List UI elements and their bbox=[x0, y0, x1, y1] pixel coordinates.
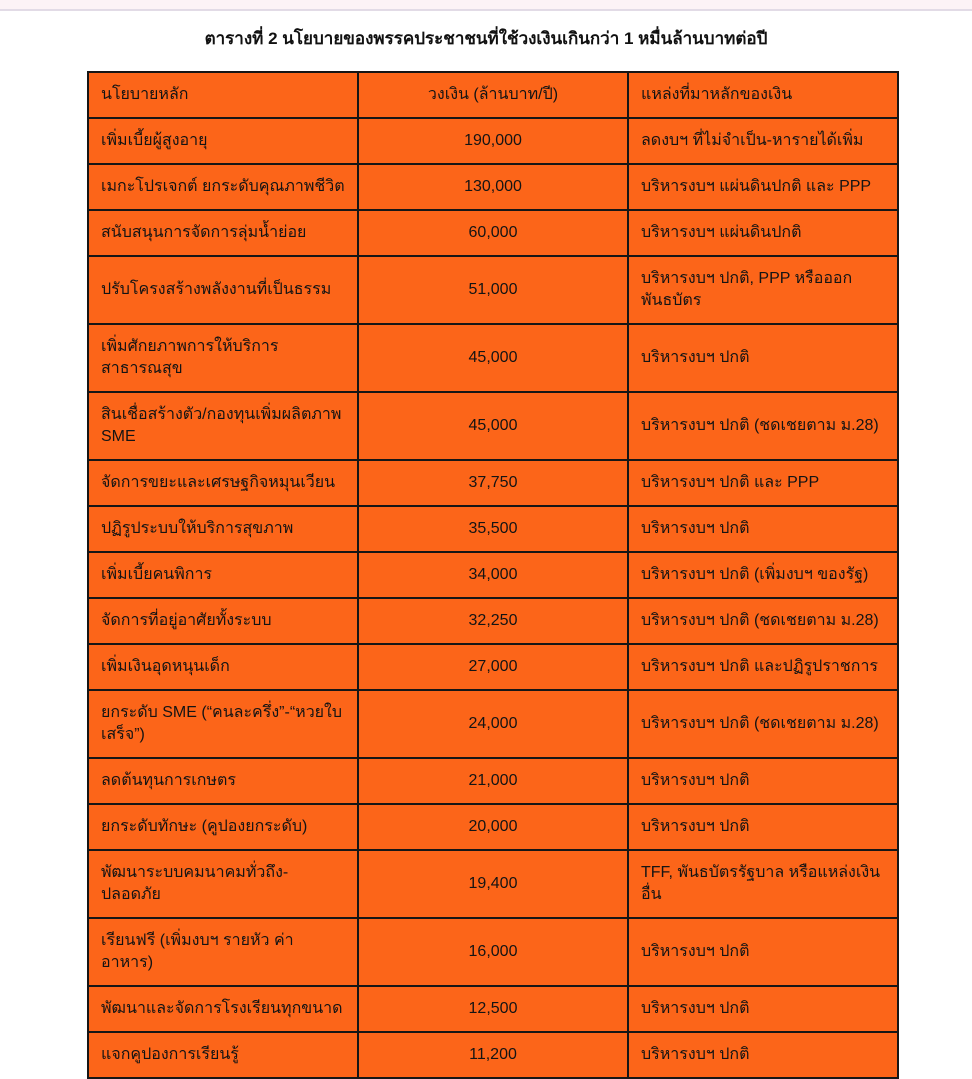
budget-cell: 27,000 bbox=[358, 644, 628, 690]
policy-cell: ยกระดับ SME (“คนละครึ่ง”-“หวยใบเสร็จ”) bbox=[88, 690, 358, 758]
policy-cell: จัดการที่อยู่อาศัยทั้งระบบ bbox=[88, 598, 358, 644]
table-row bbox=[88, 256, 898, 324]
policy-cell: เพิ่มเงินอุดหนุนเด็ก bbox=[88, 644, 358, 690]
table-row bbox=[88, 758, 898, 804]
source-cell: บริหารงบฯ แผ่นดินปกติ และ PPP bbox=[628, 164, 898, 210]
table-row bbox=[88, 850, 898, 918]
page-title: ตารางที่ 2 นโยบายของพรรคประชาชนที่ใช้วงเงินเกินกว่า 1 หมื่นล้านบาทต่อปี bbox=[204, 29, 768, 48]
table-row bbox=[88, 1032, 898, 1078]
budget-cell: 11,200 bbox=[358, 1032, 628, 1078]
policy-cell: ปฏิรูประบบให้บริการสุขภาพ bbox=[88, 506, 358, 552]
table-header bbox=[88, 72, 898, 118]
policy-cell: เรียนฟรี (เพิ่มงบฯ รายหัว ค่าอาหาร) bbox=[88, 918, 358, 986]
budget-cell: 35,500 bbox=[358, 506, 628, 552]
table-row bbox=[88, 164, 898, 210]
budget-cell: 32,250 bbox=[358, 598, 628, 644]
table-body bbox=[88, 118, 898, 1078]
source-cell: บริหารงบฯ ปกติ bbox=[628, 918, 898, 986]
policy-cell: จัดการขยะและเศรษฐกิจหมุนเวียน bbox=[88, 460, 358, 506]
budget-cell: 21,000 bbox=[358, 758, 628, 804]
source-cell: บริหารงบฯ ปกติ bbox=[628, 506, 898, 552]
policy-cell: เพิ่มเบี้ยผู้สูงอายุ bbox=[88, 118, 358, 164]
source-cell: บริหารงบฯ ปกติ bbox=[628, 758, 898, 804]
table-row bbox=[88, 118, 898, 164]
policy-cell: ยกระดับทักษะ (คูปองยกระดับ) bbox=[88, 804, 358, 850]
table-row bbox=[88, 804, 898, 850]
top-strip bbox=[0, 0, 972, 11]
table-row bbox=[88, 690, 898, 758]
budget-cell: 130,000 bbox=[358, 164, 628, 210]
budget-cell: 45,000 bbox=[358, 324, 628, 392]
table-row bbox=[88, 460, 898, 506]
table-row bbox=[88, 598, 898, 644]
policy-cell: พัฒนาและจัดการโรงเรียนทุกขนาด bbox=[88, 986, 358, 1032]
source-cell: บริหารงบฯ ปกติ (ชดเชยตาม ม.28) bbox=[628, 690, 898, 758]
policy-cell: เพิ่มศักยภาพการให้บริการสาธารณสุข bbox=[88, 324, 358, 392]
source-cell: บริหารงบฯ ปกติ bbox=[628, 1032, 898, 1078]
table-row bbox=[88, 506, 898, 552]
budget-cell: 12,500 bbox=[358, 986, 628, 1032]
source-cell: บริหารงบฯ ปกติ, PPP หรือออกพันธบัตร bbox=[628, 256, 898, 324]
source-cell: ลดงบฯ ที่ไม่จำเป็น-หารายได้เพิ่ม bbox=[628, 118, 898, 164]
table-row bbox=[88, 552, 898, 598]
budget-cell: 24,000 bbox=[358, 690, 628, 758]
column-header-budget: วงเงิน (ล้านบาท/ปี) bbox=[358, 72, 628, 118]
budget-cell: 16,000 bbox=[358, 918, 628, 986]
header-row bbox=[88, 72, 898, 118]
source-cell: บริหารงบฯ ปกติ bbox=[628, 804, 898, 850]
budget-cell: 190,000 bbox=[358, 118, 628, 164]
source-cell: บริหารงบฯ ปกติ และ PPP bbox=[628, 460, 898, 506]
column-header-source: แหล่งที่มาหลักของเงิน bbox=[628, 72, 898, 118]
policy-cell: สินเชื่อสร้างตัว/กองทุนเพิ่มผลิตภาพ SME bbox=[88, 392, 358, 460]
policy-table bbox=[87, 71, 899, 1079]
column-header-policy: นโยบายหลัก bbox=[88, 72, 358, 118]
budget-cell: 37,750 bbox=[358, 460, 628, 506]
source-cell: บริหารงบฯ ปกติ bbox=[628, 324, 898, 392]
policy-cell: สนับสนุนการจัดการลุ่มน้ำย่อย bbox=[88, 210, 358, 256]
source-cell: บริหารงบฯ ปกติ และปฏิรูปราชการ bbox=[628, 644, 898, 690]
table-row bbox=[88, 324, 898, 392]
source-cell: บริหารงบฯ ปกติ (ชดเชยตาม ม.28) bbox=[628, 392, 898, 460]
table-row bbox=[88, 392, 898, 460]
table-row bbox=[88, 644, 898, 690]
policy-cell: เมกะโปรเจกต์ ยกระดับคุณภาพชีวิต bbox=[88, 164, 358, 210]
table-row bbox=[88, 986, 898, 1032]
budget-cell: 34,000 bbox=[358, 552, 628, 598]
source-cell: บริหารงบฯ ปกติ (เพิ่มงบฯ ของรัฐ) bbox=[628, 552, 898, 598]
policy-cell: แจกคูปองการเรียนรู้ bbox=[88, 1032, 358, 1078]
source-cell: บริหารงบฯ ปกติ bbox=[628, 986, 898, 1032]
budget-cell: 51,000 bbox=[358, 256, 628, 324]
source-cell: บริหารงบฯ แผ่นดินปกติ bbox=[628, 210, 898, 256]
policy-cell: พัฒนาระบบคมนาคมทั่วถึง-ปลอดภัย bbox=[88, 850, 358, 918]
source-cell: บริหารงบฯ ปกติ (ชดเชยตาม ม.28) bbox=[628, 598, 898, 644]
policy-cell: เพิ่มเบี้ยคนพิการ bbox=[88, 552, 358, 598]
table-row bbox=[88, 918, 898, 986]
budget-cell: 60,000 bbox=[358, 210, 628, 256]
source-cell: TFF, พันธบัตรรัฐบาล หรือแหล่งเงินอื่น bbox=[628, 850, 898, 918]
budget-cell: 45,000 bbox=[358, 392, 628, 460]
budget-cell: 19,400 bbox=[358, 850, 628, 918]
budget-cell: 20,000 bbox=[358, 804, 628, 850]
policy-cell: ปรับโครงสร้างพลังงานที่เป็นธรรม bbox=[88, 256, 358, 324]
policy-cell: ลดต้นทุนการเกษตร bbox=[88, 758, 358, 804]
table-row bbox=[88, 210, 898, 256]
